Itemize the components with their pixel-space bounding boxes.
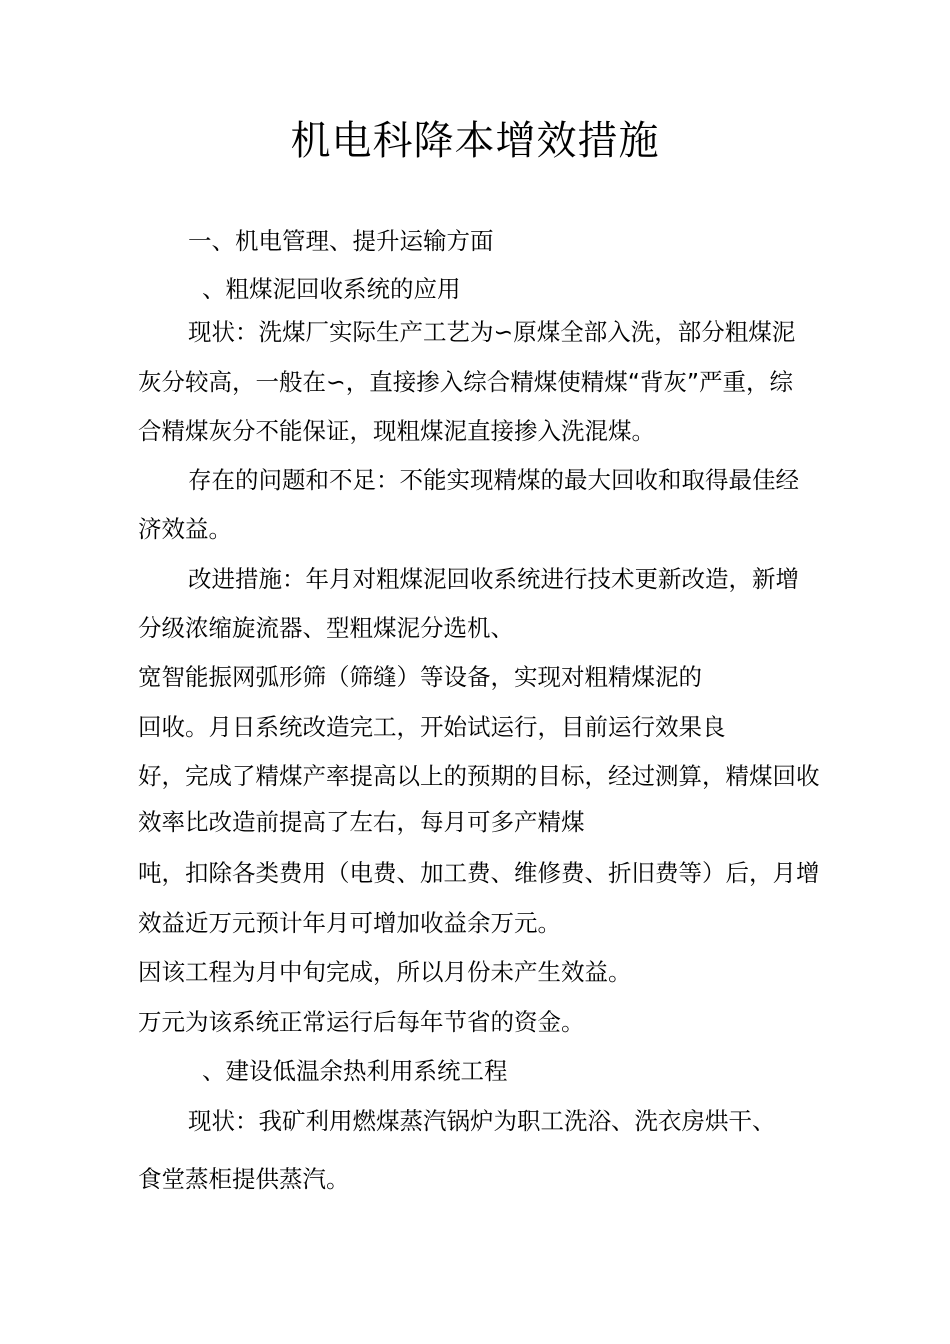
section-heading: 一、机电管理、提升运输方面 bbox=[188, 227, 494, 255]
paragraph-line: 回收。月日系统改造完工，开始试运行，目前运行效果良 bbox=[138, 713, 726, 741]
paragraph-line: 食堂蒸柜提供蒸汽。 bbox=[138, 1165, 350, 1193]
paragraph-line: 效率比改造前提高了左右，每月可多产精煤 bbox=[138, 808, 585, 836]
paragraph-line: 分级浓缩旋流器、型粗煤泥分选机、 bbox=[138, 614, 514, 642]
paragraph-line: 灰分较高，一般在∽，直接掺入综合精煤使精煤“背灰”严重，综 bbox=[138, 368, 794, 396]
subsection-heading: 、建设低温余热利用系统工程 bbox=[202, 1057, 508, 1085]
paragraph-line: 因该工程为月中旬完成，所以月份未产生效益。 bbox=[138, 958, 632, 986]
document-title: 机电科降本增效措施 bbox=[290, 118, 660, 164]
paragraph-line: 好，完成了精煤产率提高以上的预期的目标，经过测算，精煤回收 bbox=[138, 762, 820, 790]
paragraph-line: 改进措施：年月对粗煤泥回收系统进行技术更新改造，新增 bbox=[188, 565, 799, 593]
paragraph-line: 万元为该系统正常运行后每年节省的资金。 bbox=[138, 1008, 585, 1036]
paragraph-line: 吨，扣除各类费用（电费、加工费、维修费、折旧费等）后，月增 bbox=[138, 859, 820, 887]
subsection-heading: 、粗煤泥回收系统的应用 bbox=[202, 275, 461, 303]
paragraph-line: 现状：洗煤厂实际生产工艺为∽原煤全部入洗，部分粗煤泥 bbox=[188, 318, 796, 346]
paragraph-line: 济效益。 bbox=[138, 515, 232, 543]
paragraph-line: 宽智能振网弧形筛（筛缝）等设备，实现对粗精煤泥的 bbox=[138, 663, 702, 691]
paragraph-line: 现状：我矿利用燃煤蒸汽锅炉为职工洗浴、洗衣房烘干、 bbox=[188, 1107, 776, 1135]
paragraph-line: 合精煤灰分不能保证，现粗煤泥直接掺入洗混煤。 bbox=[138, 417, 655, 445]
paragraph-line: 存在的问题和不足：不能实现精煤的最大回收和取得最佳经 bbox=[188, 466, 799, 494]
paragraph-line: 效益近万元预计年月可增加收益余万元。 bbox=[138, 909, 561, 937]
